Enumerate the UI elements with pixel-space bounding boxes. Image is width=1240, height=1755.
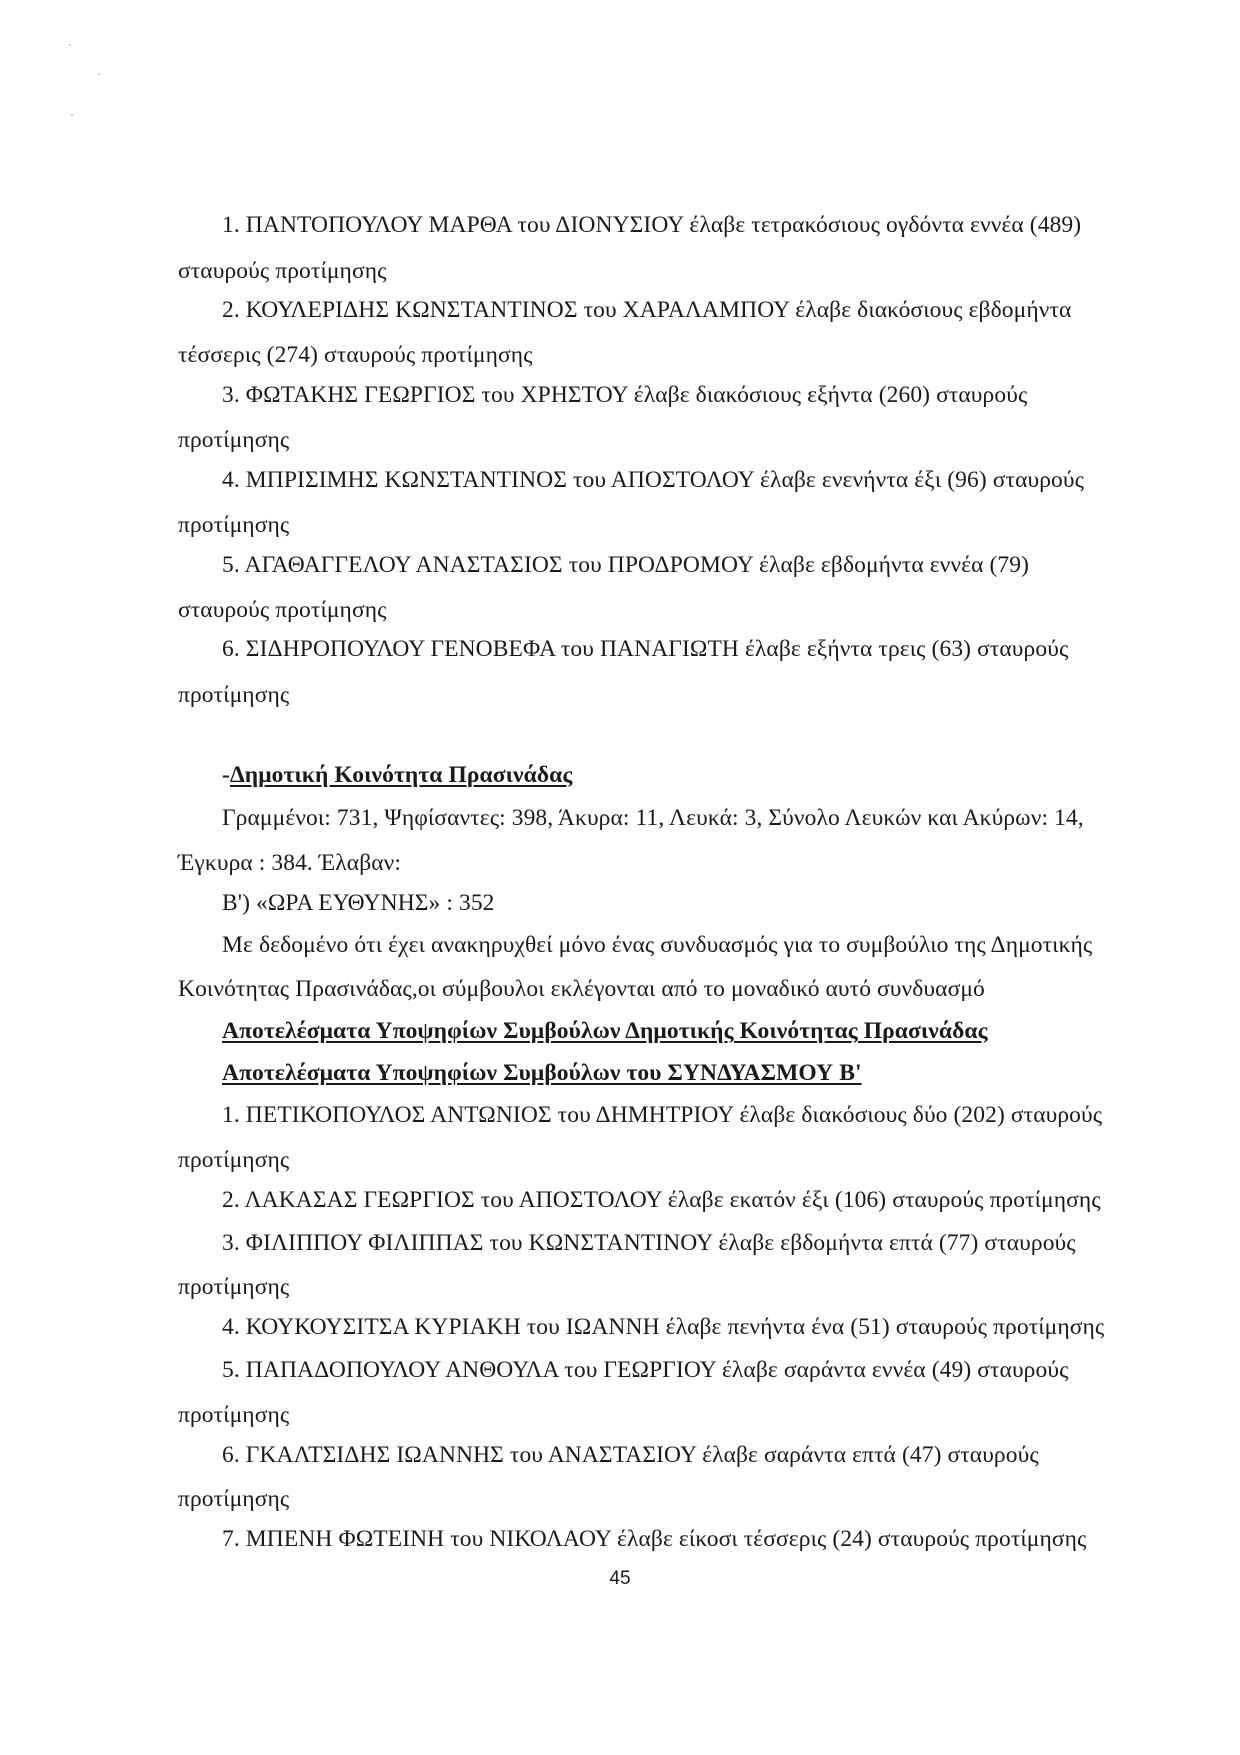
scan-speck bbox=[71, 114, 73, 116]
page-number: 45 bbox=[609, 1568, 631, 1589]
candidate-4-line1: 4. ΜΠΡΙΣΙΜΗΣ ΚΩΝΣΤΑΝΤΙΝΟΣ του ΑΠΟΣΤΟΛΟΥ έλαβε ενενήντα έξι (96) σταυρούς bbox=[222, 467, 1085, 493]
council-candidate-3-line1: 3. ΦΙΛΙΠΠΟΥ ΦΙΛΙΠΠΑΣ του ΚΩΝΣΤΑΝΤΙΝΟΥ έλαβε εβδομήντα επτά (77) σταυρούς bbox=[222, 1230, 1076, 1256]
council-candidate-3-line2: προτίμησης bbox=[178, 1274, 290, 1300]
candidate-1-line2: σταυρούς προτίμησης bbox=[178, 258, 387, 284]
community-heading bbox=[222, 760, 572, 790]
candidate-5-line2: σταυρούς προτίμησης bbox=[178, 597, 387, 623]
candidate-1-line1: 1. ΠΑΝΤΟΠΟΥΛΟΥ ΜΑΡΘΑ του ΔΙΟΝΥΣΙΟΥ έλαβε τετρακόσιους ογδόντα εννέα (489) bbox=[222, 212, 1082, 238]
scan-speck bbox=[98, 73, 100, 75]
council-candidate-5-line2: προτίμησης bbox=[178, 1402, 290, 1428]
council-candidate-4-line1: 4. ΚΟΥΚΟΥΣΙΤΣΑ ΚΥΡΙΑΚΗ του ΙΩΑΝΝΗ έλαβε πενήντα ένα (51) σταυρούς προτίμησης bbox=[222, 1314, 1105, 1340]
candidate-6-line2: προτίμησης bbox=[178, 682, 290, 708]
council-candidate-1-line1: 1. ΠΕΤΙΚΟΠΟΥΛΟΣ ΑΝΤΩΝΙΟΣ του ΔΗΜΗΤΡΙΟΥ έλαβε διακόσιους δύο (202) σταυρούς bbox=[222, 1102, 1103, 1128]
candidate-6-line1: 6. ΣΙΔΗΡΟΠΟΥΛΟΥ ΓΕΝΟΒΕΦΑ του ΠΑΝΑΓΙΩΤΗ έλαβε εξήντα τρεις (63) σταυρούς bbox=[222, 636, 1069, 662]
candidate-2-line2: τέσσερις (274) σταυρούς προτίμησης bbox=[178, 342, 533, 368]
note-line2: Κοινότητας Πρασινάδας,οι σύμβουλοι εκλέγονται από το μοναδικό αυτό συνδυασμό bbox=[178, 976, 985, 1002]
results-heading-community: Αποτελέσματα Υποψηφίων Συμβούλων Δημοτικής Κοινότητας Πρασινάδας bbox=[222, 1018, 988, 1044]
candidate-3-line1: 3. ΦΩΤΑΚΗΣ ΓΕΩΡΓΙΟΣ του ΧΡΗΣΤΟΥ έλαβε διακόσιους εξήντα (260) σταυρούς bbox=[222, 382, 1028, 408]
council-candidate-7-line1: 7. ΜΠΕΝΗ ΦΩΤΕΙΝΗ του ΝΙΚΟΛΑΟΥ έλαβε είκοσι τέσσερις (24) σταυρούς προτίμησης bbox=[222, 1526, 1087, 1552]
results-heading-party: Αποτελέσματα Υποψηφίων Συμβούλων του ΣΥΝΔΥΑΣΜΟΥ Β' bbox=[222, 1060, 862, 1086]
community-heading-dash: - bbox=[222, 762, 230, 788]
community-stats-line1: Γραμμένοι: 731, Ψηφίσαντες: 398, Άκυρα: 11, Λευκά: 3, Σύνολο Λευκών και Ακύρων: 14, bbox=[222, 805, 1084, 831]
scan-speck bbox=[69, 44, 71, 46]
council-candidate-6-line2: προτίμησης bbox=[178, 1486, 290, 1512]
community-stats-line2: Έγκυρα : 384. Έλαβαν: bbox=[178, 850, 402, 876]
candidate-4-line2: προτίμησης bbox=[178, 512, 290, 538]
council-candidate-2-line1: 2. ΛΑΚΑΣΑΣ ΓΕΩΡΓΙΟΣ του ΑΠΟΣΤΟΛΟΥ έλαβε εκατόν έξι (106) σταυρούς προτίμησης bbox=[222, 1187, 1101, 1213]
candidate-2-line1: 2. ΚΟΥΛΕΡΙΔΗΣ ΚΩΝΣΤΑΝΤΙΝΟΣ του ΧΑΡΑΛΑΜΠΟΥ έλαβε διακόσιους εβδομήντα bbox=[222, 297, 1072, 323]
council-candidate-5-line1: 5. ΠΑΠΑΔΟΠΟΥΛΟΥ ΑΝΘΟΥΛΑ του ΓΕΩΡΓΙΟΥ έλαβε σαράντα εννέα (49) σταυρούς bbox=[222, 1357, 1069, 1383]
council-candidate-1-line2: προτίμησης bbox=[178, 1147, 290, 1173]
party-result: Β') «ΩΡΑ ΕΥΘΥΝΗΣ» : 352 bbox=[222, 890, 495, 916]
candidate-5-line1: 5. ΑΓΑΘΑΓΓΕΛΟΥ ΑΝΑΣΤΑΣΙΟΣ του ΠΡΟΔΡΟΜΟΥ έλαβε εβδομήντα εννέα (79) bbox=[222, 552, 1030, 578]
council-candidate-6-line1: 6. ΓΚΑΛΤΣΙΔΗΣ ΙΩΑΝΝΗΣ του ΑΝΑΣΤΑΣΙΟΥ έλαβε σαράντα επτά (47) σταυρούς bbox=[222, 1442, 1039, 1468]
community-heading-text: Δημοτική Κοινότητα Πρασινάδας bbox=[229, 762, 573, 788]
candidate-3-line2: προτίμησης bbox=[178, 427, 290, 453]
note-line1: Με δεδομένο ότι έχει ανακηρυχθεί μόνο ένας συνδυασμός για το συμβούλιο της Δημοτικής bbox=[222, 932, 1093, 958]
